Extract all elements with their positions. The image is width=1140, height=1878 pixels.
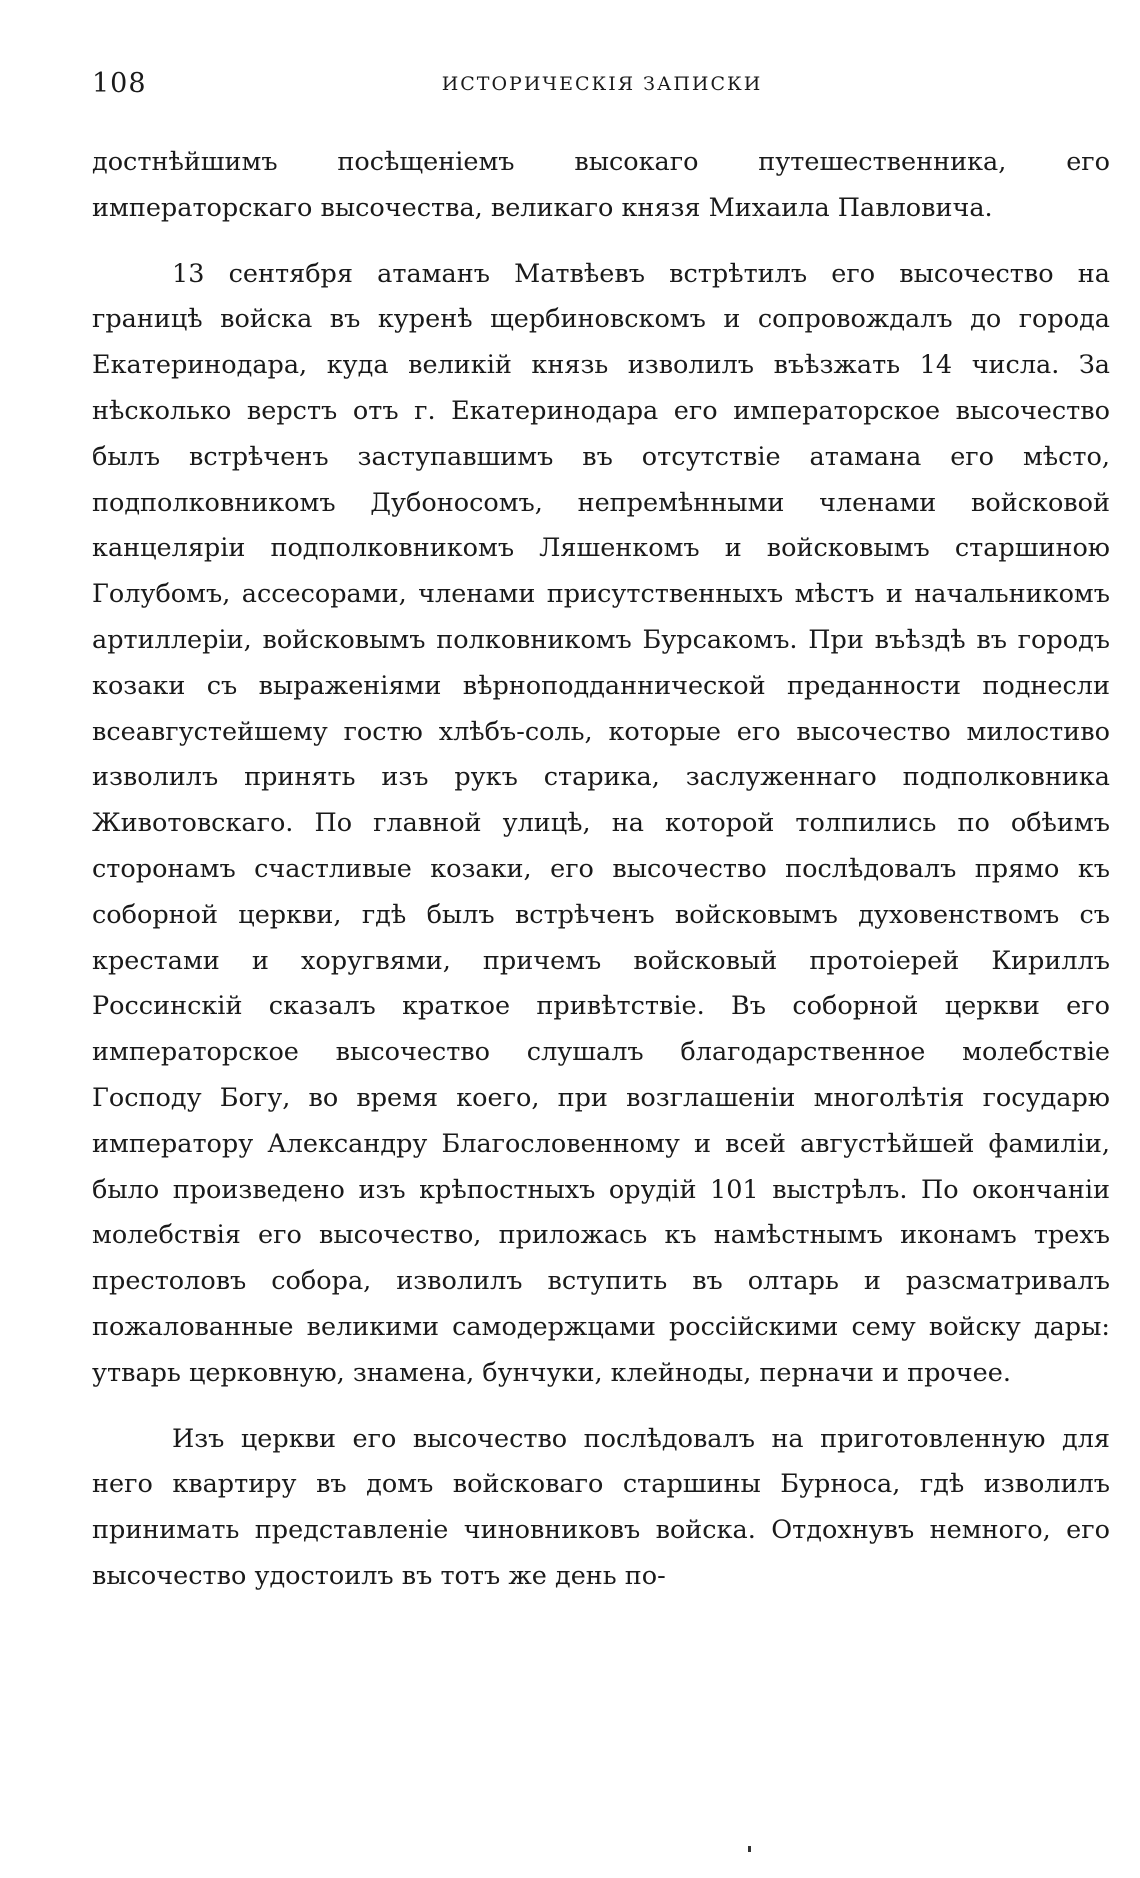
running-head — [92, 68, 1112, 108]
paragraph-from-church: Изъ церкви его высочество послѣдовалъ на приготовленную для него квартиру въ домъ войсковаго старшины Бурноса, гдѣ изволилъ принимать представленіе чиновниковъ войска. Отдохнувъ немного, его высочество удостоилъ въ тотъ же день по- — [92, 1423, 1110, 1591]
body-text — [92, 140, 1110, 1600]
paragraph-atamans-meeting: 13 сентября атаманъ Матвѣевъ встрѣтилъ его высочество на границѣ войска въ куренѣ щербиновскомъ и сопровождалъ до города Екатеринодара, куда великій князь изволилъ въѣзжать 14 числа. За нѣсколько верстъ отъ г. Екатеринодара его императорское высочество былъ встрѣченъ заступавшимъ въ отсутствіе атамана его мѣсто, подполковникомъ Дубоносомъ, непремѣнными членами войсковой канцеляріи подполковникомъ Ляшенкомъ и войсковымъ старшиною Голубомъ, ассесорами, членами присутственныхъ мѣстъ и начальникомъ артиллеріи, войсковымъ полковникомъ Бурсакомъ. При въѣздѣ въ городъ козаки съ выраженіями вѣрноподданнической преданности поднесли всеавгустейшему гостю хлѣбъ-соль, которые его высочество милостиво изволилъ принять изъ рукъ старика, заслуженнаго подполковника Животовскаго. По главной улицѣ, на которой толпились по обѣимъ сторонамъ счастливые козаки, его высочество послѣдовалъ прямо къ соборной церкви, гдѣ былъ встрѣченъ войсковымъ духовенствомъ съ крестами и хоругвями, причемъ войсковый протоіерей Кириллъ Россинскій сказалъ краткое привѣтствіе. Въ соборной церкви его императорское высочество слушалъ благодарственное молебствіе Господу Богу, во время коего, при возглашеніи многолѣтія государю императору Александру Благословенному и всей августѣйшей фамиліи, было произведено изъ крѣпостныхъ орудій 101 выстрѣлъ. По окончаніи молебствія его высочество, приложась къ намѣстнымъ иконамъ трехъ престоловъ собора, изволилъ вступить въ олтарь и разсматривалъ пожалованные великими самодержцами россійскими сему войску дары: утварь церковную, знамена, бунчуки, клейноды, перначи и прочее. — [92, 258, 1110, 1388]
running-title: ИСТОРИЧЕСКІЯ ЗАПИСКИ — [441, 73, 763, 95]
ink-speck — [748, 1846, 751, 1852]
page-number: 108 — [92, 68, 147, 99]
paragraph-continuation: достнѣйшимъ посѣщеніемъ высокаго путешественника, его императорскаго высочества, великаго князя Михаила Павловича. — [92, 147, 1110, 223]
